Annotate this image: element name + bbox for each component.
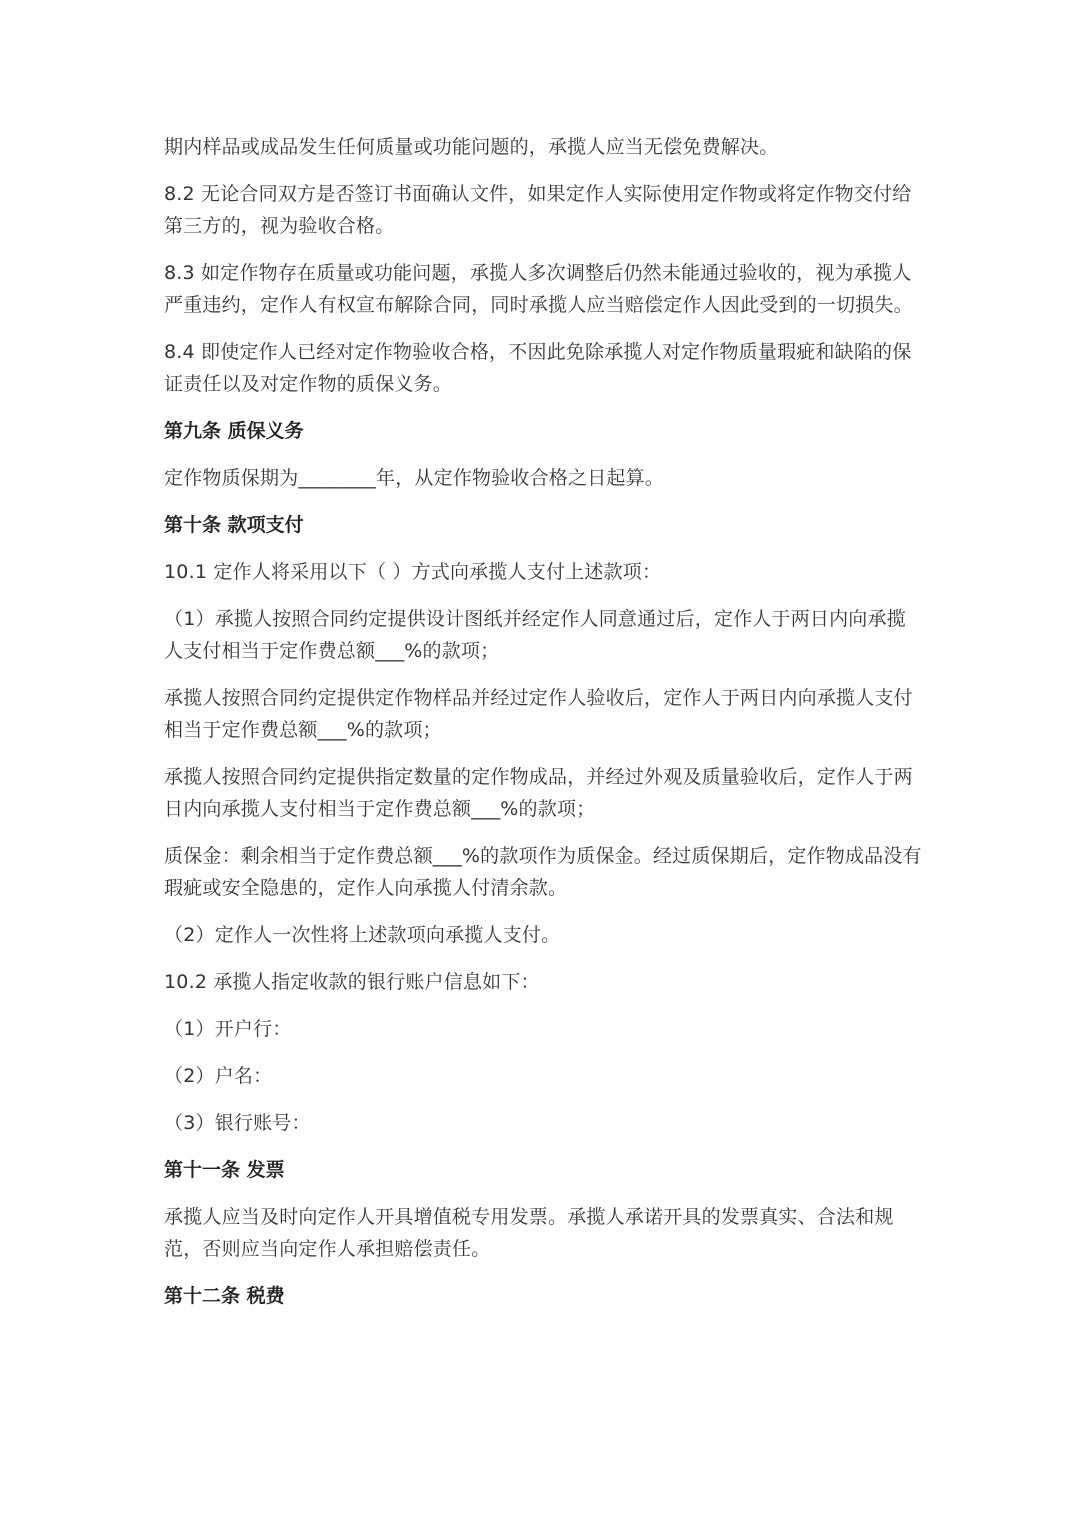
article-11-heading: 第十一条 发票 — [164, 1159, 285, 1181]
article-10-heading: 第十条 款项支付 — [164, 514, 304, 536]
clause-10-1-option-2: （2）定作人一次性将上述款项向承揽人支付。 — [164, 924, 561, 946]
clause-10-1-sample-payment: 承揽人按照合同约定提供定作物样品并经过定作人验收后，定作人于两日内向承揽人支付相当于定作费总额___%的款项； — [164, 687, 913, 741]
account-name-line: （2）户名： — [164, 1065, 273, 1087]
bank-name-line: （1）开户行： — [164, 1018, 292, 1040]
article-11-text: 承揽人应当及时向定作人开具增值税专用发票。承揽人承诺开具的发票真实、合法和规范，否则应当向定作人承担赔偿责任。 — [164, 1206, 894, 1260]
document-body — [164, 131, 924, 1327]
clause-8-1-continued: 期内样品或成品发生任何质量或功能问题的，承揽人应当无偿免费解决。 — [164, 136, 779, 158]
account-number-line: （3）银行账号： — [164, 1112, 311, 1134]
clause-8-3: 8.3 如定作物存在质量或功能问题，承揽人多次调整后仍然未能通过验收的，视为承揽人严重违约，定作人有权宣布解除合同，同时承揽人应当赔偿定作人因此受到的一切损失。 — [164, 262, 913, 316]
clause-10-2: 10.2 承揽人指定收款的银行账户信息如下： — [164, 971, 540, 993]
clause-10-1-option-1: （1）承揽人按照合同约定提供设计图纸并经定作人同意通过后，定作人于两日内向承揽人支付相当于定作费总额___%的款项； — [164, 608, 906, 662]
article-9-text: 定作物质保期为________年，从定作物验收合格之日起算。 — [164, 467, 665, 489]
clause-8-4: 8.4 即使定作人已经对定作物验收合格，不因此免除承揽人对定作物质量瑕疵和缺陷的保证责任以及对定作物的质保义务。 — [164, 341, 912, 395]
article-12-heading: 第十二条 税费 — [164, 1285, 285, 1307]
clause-10-1: 10.1 定作人将采用以下（ ）方式向承揽人支付上述款项： — [164, 561, 662, 583]
clause-8-2: 8.2 无论合同双方是否签订书面确认文件，如果定作人实际使用定作物或将定作物交付给第三方的，视为验收合格。 — [164, 183, 912, 237]
clause-10-1-retention: 质保金：剩余相当于定作费总额___%的款项作为质保金。经过质保期后，定作物成品没有瑕疵或安全隐患的，定作人向承揽人付清余款。 — [164, 845, 922, 899]
article-9-heading: 第九条 质保义务 — [164, 420, 304, 442]
clause-10-1-product-payment: 承揽人按照合同约定提供指定数量的定作物成品，并经过外观及质量验收后，定作人于两日内向承揽人支付相当于定作费总额___%的款项； — [164, 766, 913, 820]
